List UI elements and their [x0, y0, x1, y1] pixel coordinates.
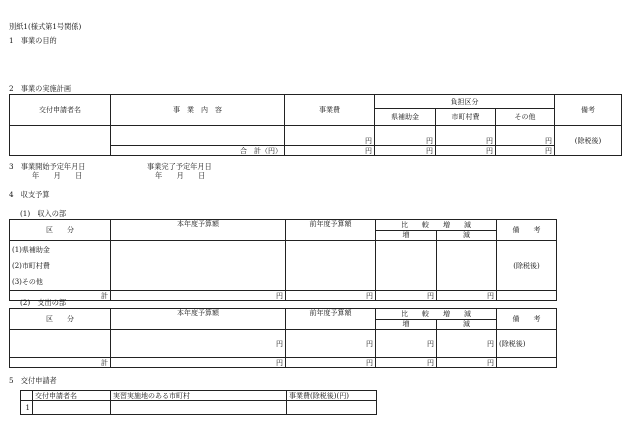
applicant-col-cost: 事業費(除税後)(円) — [287, 391, 377, 401]
note-cell: (除税後) — [555, 126, 622, 156]
exp-decr-cell: 円 — [437, 330, 497, 358]
content-cell[interactable] — [111, 126, 285, 146]
form-reference: 別紙1(様式第1号関係) — [9, 22, 82, 31]
inc-col-this: 本年度予算額 — [111, 220, 286, 241]
section-2-title: 2 事業の実施計画 — [9, 84, 72, 93]
inc-total-this: 円 — [111, 291, 286, 301]
total-pref: 円 — [375, 146, 436, 156]
inc-col-increase: 増 — [376, 230, 437, 241]
applicant-city-cell[interactable] — [111, 401, 287, 415]
income-title: (1) 収入の部 — [20, 209, 67, 218]
exp-col-prev: 前年度予算額 — [286, 309, 376, 330]
section-5-title: 5 交付申請者 — [9, 376, 57, 385]
col-note: 備考 — [555, 95, 622, 126]
exp-total-incr: 円 — [376, 358, 437, 368]
section-4-title: 4 収支予算 — [9, 190, 50, 199]
exp-total-label: 計 — [10, 358, 111, 368]
expense-table — [9, 308, 557, 368]
col-burden: 負担区分 — [375, 95, 555, 109]
inc-total-incr: 円 — [376, 291, 437, 301]
exp-prev-cell: 円 — [286, 330, 376, 358]
exp-kubun-cell[interactable] — [10, 330, 111, 358]
col-applicant: 交付申請者名 — [10, 95, 111, 126]
col-cost: 事業費 — [285, 95, 375, 126]
exp-col-increase: 増 — [376, 319, 437, 330]
inc-total-label: 計 — [10, 291, 111, 301]
income-table — [9, 219, 557, 301]
total-label: 合 計（円） — [111, 146, 285, 156]
col-city-cost: 市町村費 — [436, 109, 496, 126]
exp-col-note: 備 考 — [497, 309, 557, 330]
applicant-row-no: 1 — [21, 401, 33, 415]
total-city: 円 — [436, 146, 496, 156]
inc-col-note: 備 考 — [497, 220, 557, 241]
start-date-label: 3 事業開始予定年月日 — [9, 162, 86, 171]
start-date-value[interactable]: 年 月 日 — [32, 171, 83, 180]
inc-total-decr: 円 — [437, 291, 497, 301]
exp-col-kubun: 区 分 — [10, 309, 111, 330]
applicant-col-city: 実習実施地のある市町村 — [111, 391, 287, 401]
inc-col-kubun: 区 分 — [10, 220, 111, 241]
exp-total-decr: 円 — [437, 358, 497, 368]
exp-col-this: 本年度予算額 — [111, 309, 286, 330]
section-1-title: 1 事業の目的 — [9, 36, 57, 45]
city-cell: 円 — [436, 126, 496, 146]
applicant-name-cell[interactable] — [33, 401, 111, 415]
col-content: 事 業 内 容 — [111, 95, 285, 126]
inc-row-pref: (1)県補助金 — [12, 246, 50, 254]
inc-row-other: (3)その他 — [12, 278, 43, 286]
inc-total-note — [497, 291, 557, 301]
inc-col-compare: 比 較 増 減 — [376, 220, 497, 231]
expense-title: (2) 支出の部 — [20, 298, 67, 307]
pref-cell: 円 — [375, 126, 436, 146]
total-other: 円 — [496, 146, 555, 156]
inc-col-prev: 前年度予算額 — [286, 220, 376, 241]
exp-note-cell: (除税後) — [497, 330, 557, 358]
inc-this-cell[interactable] — [111, 241, 286, 291]
applicant-cost-cell[interactable] — [287, 401, 377, 415]
exp-incr-cell: 円 — [376, 330, 437, 358]
applicant-col-name: 交付申請者名 — [33, 391, 111, 401]
exp-total-prev: 円 — [286, 358, 376, 368]
inc-decr-cell[interactable] — [437, 241, 497, 291]
col-pref-subsidy: 県補助金 — [375, 109, 436, 126]
exp-col-decrease: 減 — [437, 319, 497, 330]
inc-note-cell: (除税後) — [497, 241, 557, 291]
inc-prev-cell[interactable] — [286, 241, 376, 291]
col-other: その他 — [496, 109, 555, 126]
other-cell: 円 — [496, 126, 555, 146]
exp-col-compare: 比 較 増 減 — [376, 309, 497, 320]
cost-cell: 円 — [285, 126, 375, 146]
end-date-value[interactable]: 年 月 日 — [155, 171, 206, 180]
total-cost: 円 — [285, 146, 375, 156]
applicant-table — [20, 390, 377, 415]
inc-incr-cell[interactable] — [376, 241, 437, 291]
inc-row-city: (2)市町村費 — [12, 262, 50, 270]
end-date-label: 事業完了予定年月日 — [147, 162, 212, 171]
applicant-cell[interactable] — [10, 126, 111, 156]
inc-total-prev: 円 — [286, 291, 376, 301]
exp-this-cell: 円 — [111, 330, 286, 358]
inc-rows — [10, 241, 111, 291]
inc-col-decrease: 減 — [437, 230, 497, 241]
plan-table — [9, 94, 622, 156]
exp-total-this: 円 — [111, 358, 286, 368]
applicant-no-header — [21, 391, 33, 401]
exp-total-note — [497, 358, 557, 368]
